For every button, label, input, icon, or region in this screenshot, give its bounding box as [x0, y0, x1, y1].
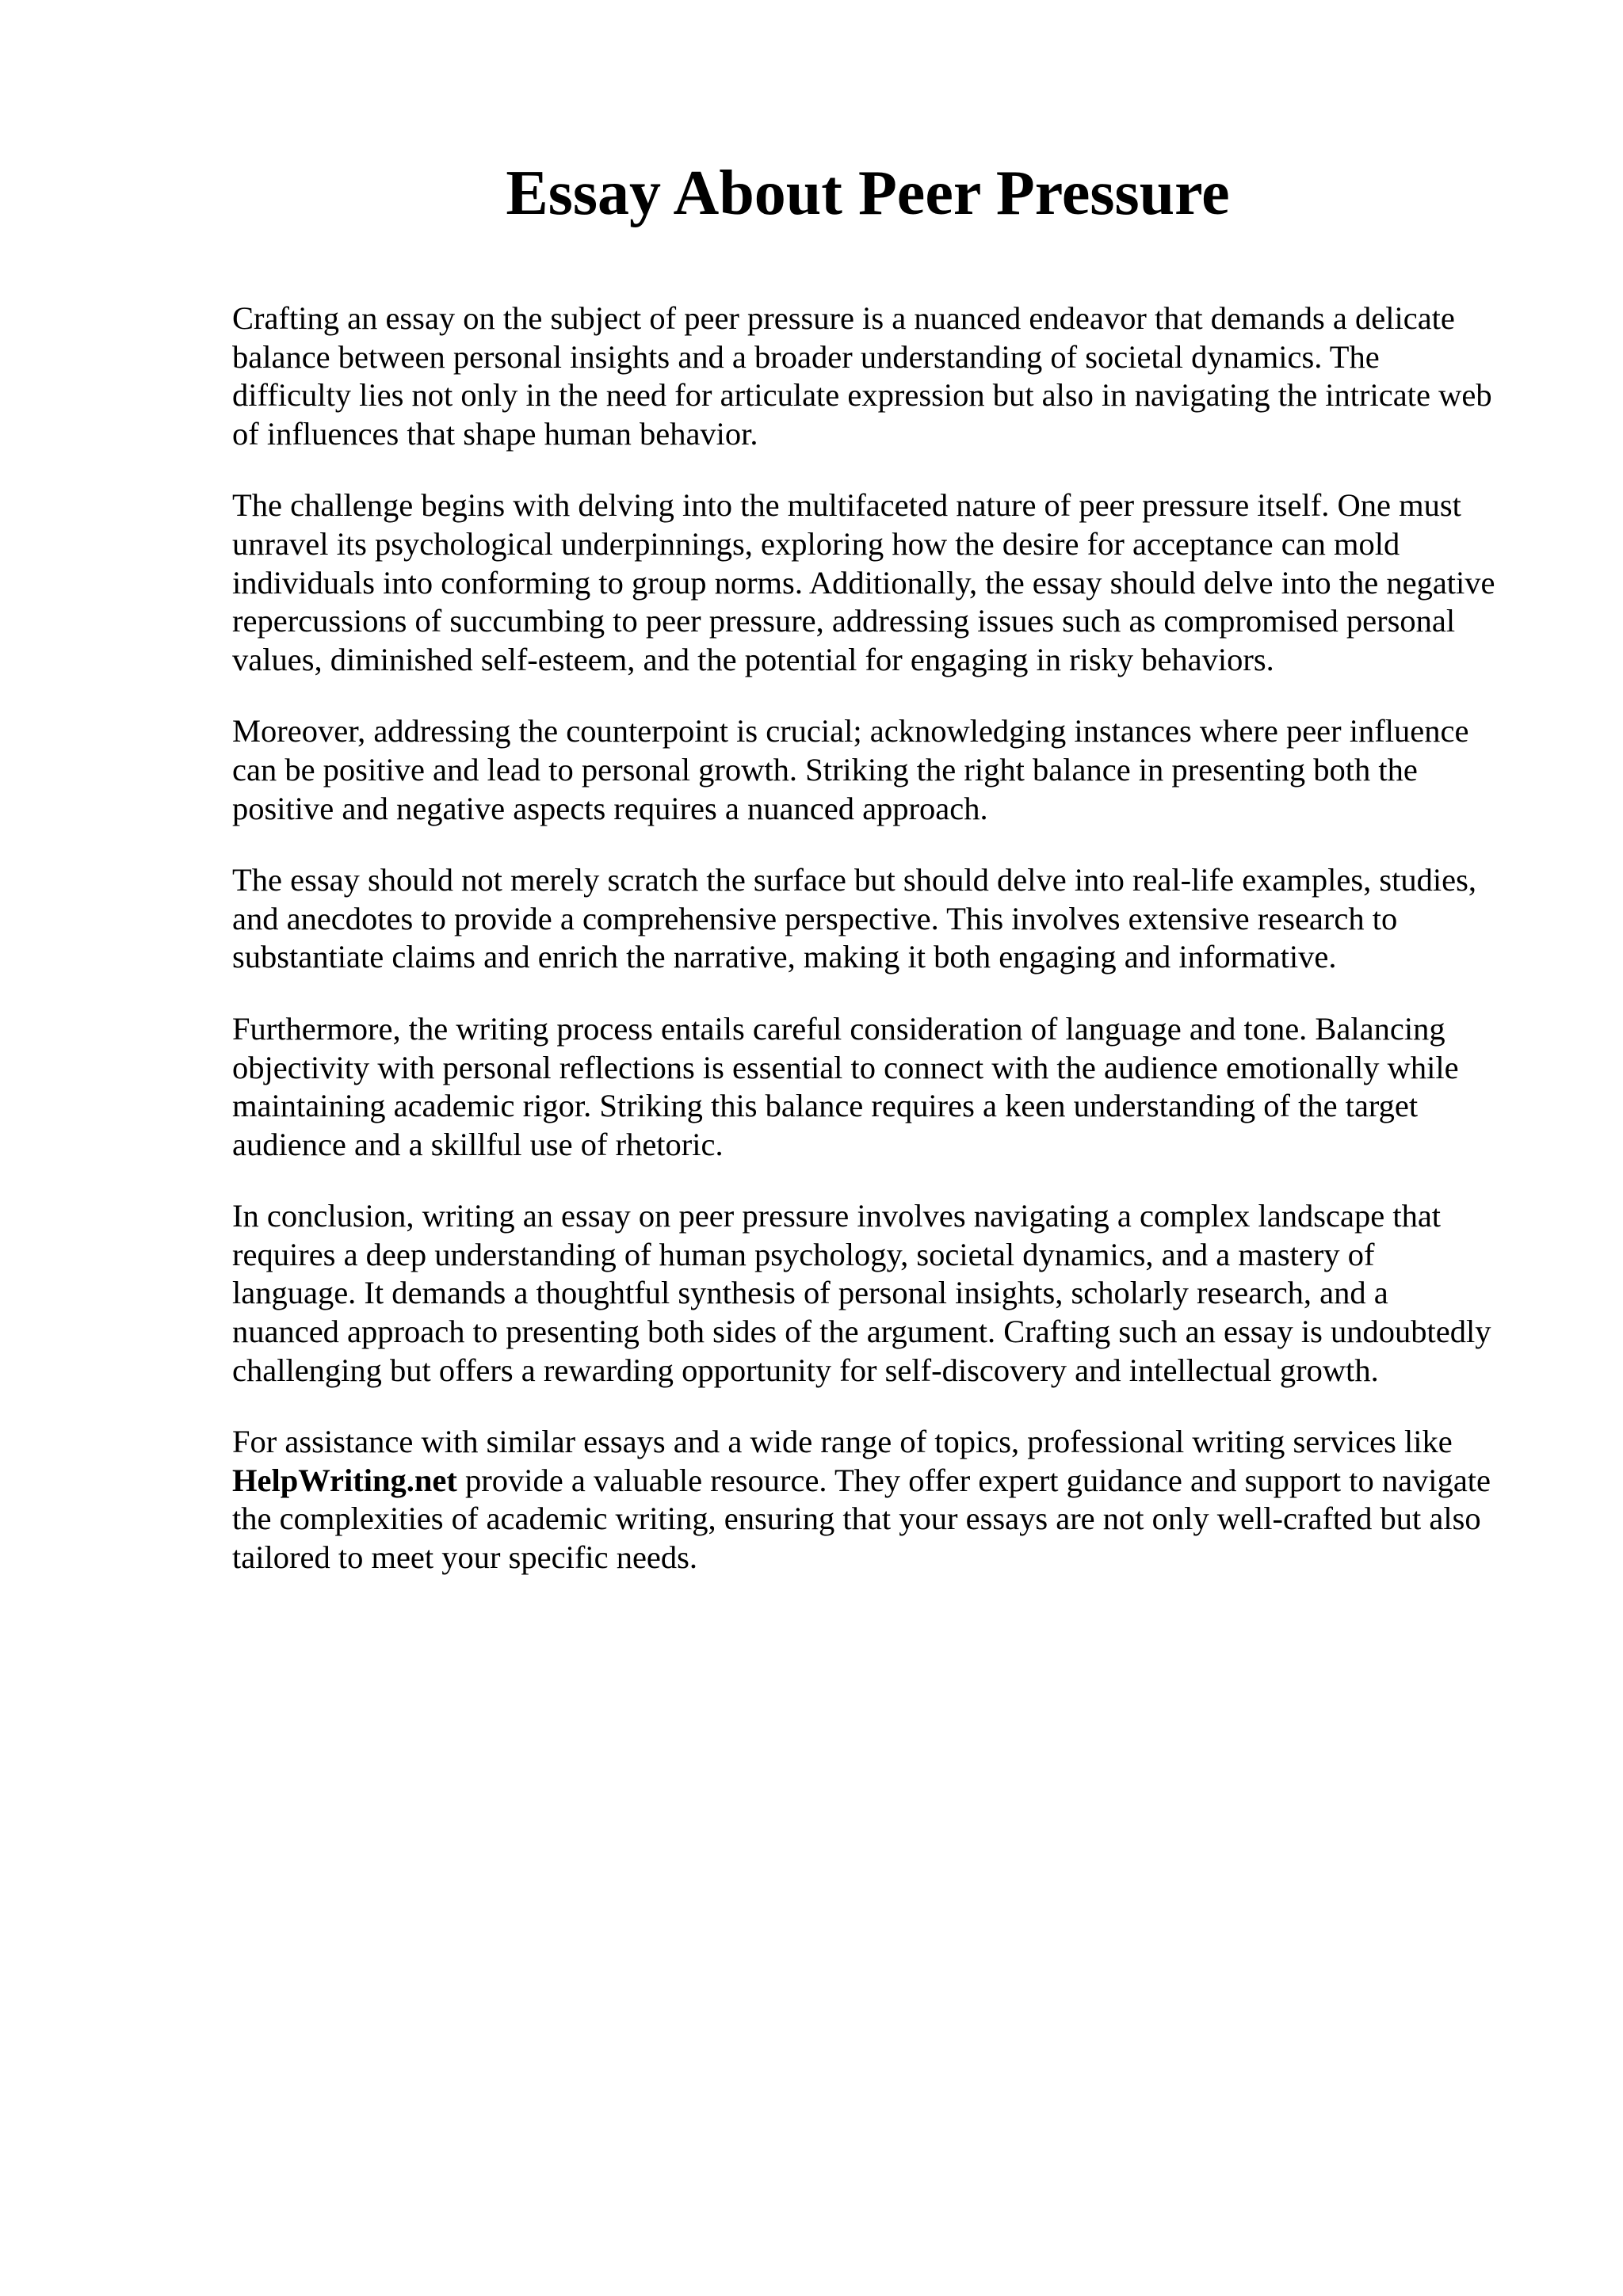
- essay-title: Essay About Peer Pressure: [506, 158, 1230, 228]
- closing-text-before: For assistance with similar essays and a wide range of topics, professional writing services like: [232, 1424, 1453, 1460]
- closing-text-after: provide a valuable resource. They offer expert guidance and support to navigate the complexities of academic writing, ensuring that your essays are not only well-crafted but also tailored to meet your specific needs.: [232, 1462, 1491, 1576]
- essay-paragraph: The challenge begins with delving into the multifaceted nature of peer pressure itself. One must unravel its psychological underpinnings, exploring how the desire for acceptance can mold individuals into conforming to group norms. Additionally, the essay should delve into the negative repercussions of succumbing to peer pressure, addressing issues such as compromised personal values, diminished self-esteem, and the potential for engaging in risky behaviors.: [232, 487, 1495, 677]
- closing-paragraph: [232, 1423, 1500, 1577]
- essay-paragraph: Furthermore, the writing process entails careful consideration of language and tone. Balancing objectivity with personal reflections is essential to connect with the audience emotionally while maintaining academic rigor. Striking this balance requires a keen understanding of the target audience and a skillful use of rhetoric.: [232, 1010, 1459, 1162]
- essay-paragraph: Moreover, addressing the counterpoint is crucial; acknowledging instances where peer influence can be positive and lead to personal growth. Striking the right balance in presenting both the positive and negative aspects requires a nuanced approach.: [232, 713, 1469, 826]
- essay-paragraph: In conclusion, writing an essay on peer pressure involves navigating a complex landscape that requires a deep understanding of human psychology, societal dynamics, and a mastery of language. It demands a thoughtful synthesis of personal insights, scholarly research, and a nuanced approach to presenting both sides of the argument. Crafting such an essay is undoubtedly challenging but offers a rewarding opportunity for self-discovery and intellectual growth.: [232, 1198, 1491, 1388]
- essay-body: [232, 299, 1500, 1611]
- brand-name: HelpWriting.net: [232, 1462, 457, 1498]
- essay-paragraph: Crafting an essay on the subject of peer pressure is a nuanced endeavor that demands a delicate balance between personal insights and a broader understanding of societal dynamics. The difficulty lies not only in the need for articulate expression but also in navigating the intricate web of influences that shape human behavior.: [232, 300, 1492, 452]
- essay-paragraph: The essay should not merely scratch the surface but should delve into real-life examples, studies, and anecdotes to provide a comprehensive perspective. This involves extensive research to substantiate claims and enrich the narrative, making it both engaging and informative.: [232, 862, 1477, 975]
